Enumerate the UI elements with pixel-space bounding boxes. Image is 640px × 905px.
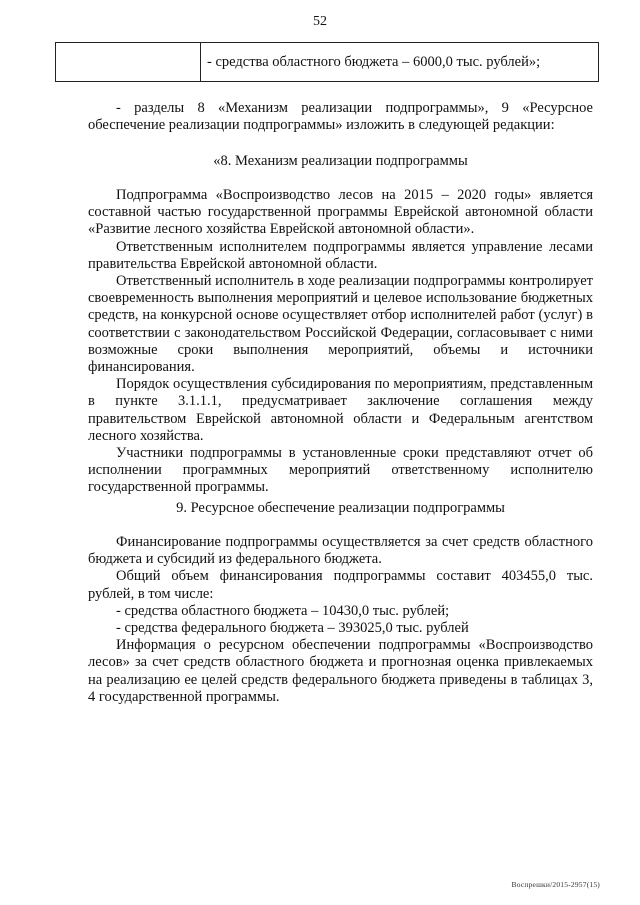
section-8-paragraph-1: Подпрограмма «Воспроизводство лесов на 2015 – 2020 годы» является составной частью государственной программы Еврейской автономной области «Развитие лесного хозяйства Еврейской автономной области». <box>88 187 593 238</box>
section-8-paragraph-4: Порядок осуществления субсидирования по мероприятиям, представленным в пункте 3.1.1.1, предусматривает заключение соглашения между правительством Еврейской автономной области и Федеральным агентством лесного хозяйства. <box>88 376 593 444</box>
section-9-paragraph-3: - средства областного бюджета – 10430,0 тыс. рублей; <box>116 602 450 619</box>
section-9-heading: 9. Ресурсное обеспечение реализации подпрограммы <box>176 500 505 516</box>
table-cell-left <box>56 43 201 82</box>
section-8-body <box>88 187 593 497</box>
section-8-paragraph-3: Ответственный исполнитель в ходе реализации подпрограммы контролирует своевременность выполнения мероприятий и целевое использование бюджетных средств, на конкурсной основе осуществляет отбор исполнителей работ (услуг) в соответствии с законодательством Российской Федерации, согласовывает с ними возможные сроки выполнения мероприятий, объемы и источники финансирования. <box>88 273 593 376</box>
section-9-paragraph-2: Общий объем финансирования подпрограммы составит 403455,0 тыс. рублей, в том числе: <box>88 568 593 602</box>
table-cell-right: - средства областного бюджета – 6000,0 тыс. рублей»; <box>201 43 599 82</box>
section-9-paragraph-5: Информация о ресурсном обеспечении подпрограммы «Воспроизводство лесов» за счет средств областного бюджета и прогнозная оценка привлекаемых на реализацию ее целей средств федерального бюджета приведены в таблицах 3, 4 государственной программы. <box>88 637 593 705</box>
section-8-heading: «8. Механизм реализации подпрограммы <box>213 153 468 169</box>
section-9-body <box>88 534 593 706</box>
section-9-paragraph-1: Финансирование подпрограммы осуществляется за счет средств областного бюджета и субсидий из федерального бюджета. <box>88 534 593 568</box>
intro-paragraph: - разделы 8 «Механизм реализации подпрограммы», 9 «Ресурсное обеспечение реализации подпрограммы» изложить в следующей редакции: <box>88 100 593 134</box>
document-code: Воспрешки/2015-2957(15) <box>511 880 600 889</box>
section-8-paragraph-5: Участники подпрограммы в установленные сроки представляют отчет об исполнении программных мероприятий ответственному исполнителю государственной программы. <box>88 445 593 496</box>
section-9-paragraph-4: - средства федерального бюджета – 393025,0 тыс. рублей <box>116 620 469 637</box>
section-8-paragraph-2: Ответственным исполнителем подпрограммы является управление лесами правительства Еврейской автономной области. <box>88 238 593 272</box>
intro-block <box>88 100 593 134</box>
page-number: 52 <box>313 14 327 29</box>
table-row <box>56 43 599 82</box>
budget-table <box>55 42 599 82</box>
